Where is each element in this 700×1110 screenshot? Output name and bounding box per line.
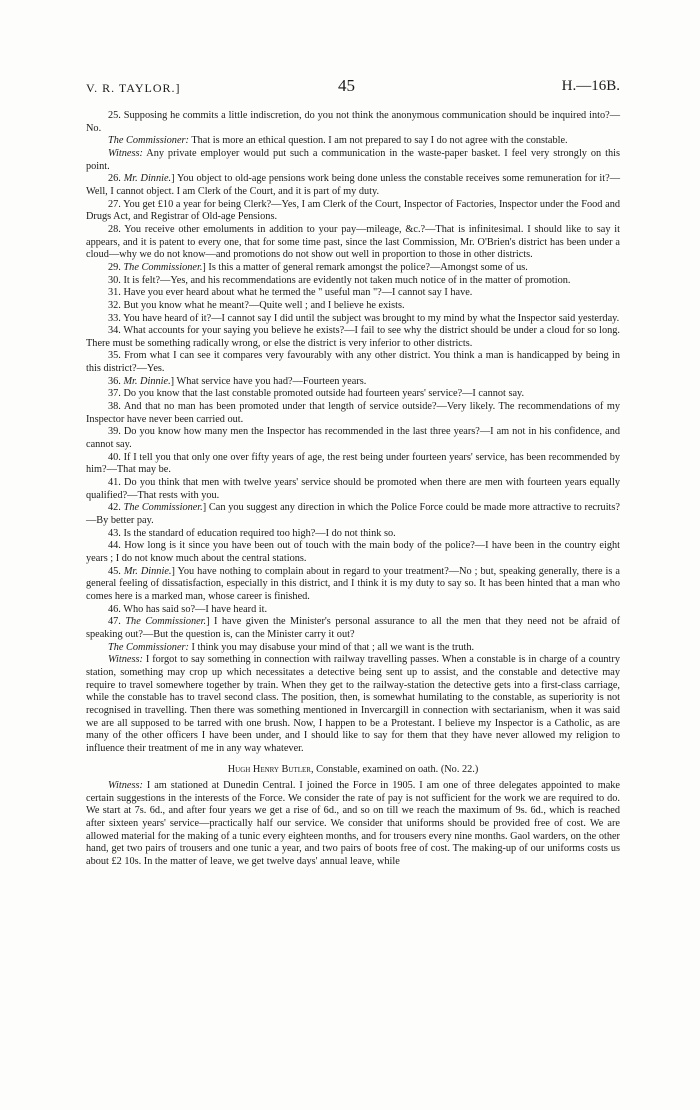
paragraph-speaker: Mr. Dinnie. — [123, 565, 172, 577]
testimony-paragraph — [86, 388, 620, 401]
paragraph-speaker: Witness: — [108, 780, 143, 792]
paragraph-text: I am stationed at Dunedin Central. I joined the Force in 1905. I am one of three delegates appointed to make certain suggestions in the interests of the Force. We consider the rate of pay is not sufficient for the work we are required to do. We start at 7s. 6d., and after four years we get a rise of 6d., and so on till we reach the maximum of 9s. 6d., which is reached after sixteen years' service—practically half our service. We consider that uniforms should be provided free of cost. We are allowed material for the making of a tunic every eighteen months, and for trousers every nine months. Gaol warders, on the other hand, get two pairs of trousers and one tunic a year, and two pairs of boots free of cost. The making-up of our uniforms costs us about £2 10s. In the matter of leave, we get twelve days' annual leave, while — [86, 780, 620, 868]
paragraph-text: 37. Do you know that the last constable promoted outside had fourteen years' service?—I cannot say. — [108, 388, 525, 400]
paragraph-speaker: Mr. Dinnie. — [123, 173, 172, 185]
testimony-paragraph — [86, 313, 620, 326]
testimony-paragraph — [86, 300, 620, 313]
paragraph-text: 27. You get £10 a year for being Clerk?—Yes, I am Clerk of the Court, Inspector of Factories, Inspector under the Food and Drugs Act, and Registrar of Old-age Pensions. — [86, 198, 620, 223]
question-number: 47. — [108, 616, 126, 628]
paragraph-text: 34. What accounts for your saying you believe he exists?—I fail to see why the district should be under a cloud for so long. There must be something radically wrong, or else the district is very inferior to other districts. — [86, 325, 620, 349]
header-witness-name: V. R. TAYLOR.] — [86, 81, 181, 95]
paragraph-text: 25. Supposing he commits a little indiscretion, do you not think the anonymous communication should be inquired into?—No. — [86, 110, 620, 134]
testimony-paragraph — [86, 452, 620, 477]
paragraph-speaker: The Commissioner: — [108, 135, 189, 147]
question-number: 42. — [108, 502, 124, 514]
question-number: 45. — [108, 565, 124, 577]
testimony-paragraph — [86, 642, 620, 655]
testimony-paragraph — [86, 654, 620, 755]
paragraph-text: 43. Is the standard of education required too high?—I do not think so. — [108, 527, 396, 539]
paragraph-text: 38. And that no man has been promoted under that length of service outside?—Very likely. The recommendations of my Inspector have never been carried out. — [86, 401, 620, 425]
paragraph-speaker: The Commissioner. — [123, 502, 203, 514]
paragraph-speaker: The Commissioner. — [123, 261, 203, 273]
question-number: 26. — [108, 173, 124, 185]
paragraph-text: That is more an ethical question. I am not prepared to say I do not agree with the constable. — [188, 135, 568, 147]
testimony-paragraph — [86, 110, 620, 135]
testimony-paragraph — [86, 199, 620, 224]
testimony-paragraph — [86, 287, 620, 300]
paragraph-text: 33. You have heard of it?—I cannot say I did until the subject was brought to my mind by what the Inspector said yesterday. — [108, 312, 620, 324]
testimony-paragraph — [86, 350, 620, 375]
paragraph-text: ] You object to old-age pensions work being done unless the constable receives some remuneration for it?—Well, I cannot object. I am Clerk of the Court, and it is part of my duty. — [86, 173, 620, 197]
document-body — [86, 110, 620, 869]
question-number: 36. — [108, 375, 124, 387]
testimony-paragraph — [86, 566, 620, 604]
testimony-paragraph — [86, 325, 620, 350]
testimony-paragraph — [86, 540, 620, 565]
paragraph-text: ] I have given the Minister's personal assurance to all the men that they need not be afraid of speaking out?—But the question is, can the Minister carry it out? — [86, 616, 621, 640]
paragraph-speaker: Witness: — [108, 654, 143, 666]
witness-heading — [86, 764, 620, 777]
paragraph-text: 46. Who has said so?—I have heard it. — [108, 603, 268, 615]
paragraph-text: ] What service have you had?—Fourteen years. — [170, 375, 367, 387]
paragraph-text: ] Can you suggest any direction in which the Police Force could be made more attractive to recruits?—By better pay. — [86, 502, 620, 526]
paragraph-text: 39. Do you know how many men the Inspector has recommended in the last three years?—I am not in his confidence, and cannot say. — [86, 426, 620, 451]
testimony-paragraph — [86, 135, 620, 148]
paragraph-speaker: The Commissioner. — [125, 616, 207, 628]
paragraph-text: 41. Do you think that men with twelve years' service should be promoted when there are men with fourteen years equally qualified?—That rests with you. — [86, 477, 620, 501]
paragraph-speaker: The Commissioner: — [108, 641, 189, 653]
testimony-paragraph — [86, 173, 620, 198]
document-reference: H.—16B. — [561, 78, 620, 94]
page-number: 45 — [338, 76, 355, 95]
testimony-paragraph — [86, 148, 620, 173]
witness-name: Hugh Henry Butler, — [227, 764, 314, 776]
paragraph-text: I think you may disabuse your mind of that ; all we want is the truth. — [188, 641, 475, 653]
paragraph-text: ] You have nothing to complain about in regard to your treatment?—No ; but, speaking generally, there is a general feeling of dissatisfaction, especially in this district, and I think it is my duty to say so. It has been hinted that a man who comes here is a marked man, whose career is finished. — [86, 565, 620, 602]
testimony-paragraph — [86, 376, 620, 389]
closing-paragraph — [86, 780, 620, 869]
testimony-paragraph — [86, 528, 620, 541]
paragraph-text: 30. It is felt?—Yes, and his recommendations are evidently not taken much notice of in the matter of promotion. — [108, 274, 571, 286]
testimony-paragraph — [86, 262, 620, 275]
testimony-paragraph — [86, 616, 620, 641]
testimony-paragraph — [86, 502, 620, 527]
witness-description: Constable, examined on oath. (No. 22.) — [313, 764, 479, 776]
paragraph-speaker: Witness: — [108, 147, 143, 159]
paragraph-speaker: Mr. Dinnie. — [123, 375, 171, 387]
testimony-paragraph — [86, 477, 620, 502]
testimony-paragraph — [86, 604, 620, 617]
testimony-paragraph — [86, 426, 620, 451]
testimony-paragraph — [86, 275, 620, 288]
paragraph-text: ] Is this a matter of general remark amongst the police?—Amongst some of us. — [202, 261, 528, 273]
paragraph-text: 40. If I tell you that only one over fifty years of age, the rest being under fourteen years' service, has been recommended by him?—That may be. — [86, 451, 620, 476]
paragraph-text: 28. You receive other emoluments in addition to your pay—mileage, &c.?—That is infinitesimal. I should like to say it appears, and it is patent to every one, that for some time past, since the last Commission, Mr. O'Brien's district has been under a cloud—why we do not know—and promotions do not show out well in proportion to those in other districts. — [86, 223, 620, 261]
paragraph-text: 31. Have you ever heard about what he termed the " useful man "?—I cannot say I have. — [108, 287, 473, 299]
question-number: 29. — [108, 261, 124, 273]
testimony-paragraphs — [86, 110, 620, 755]
paragraph-text: I forgot to say something in connection with railway travelling passes. When a constable is in charge of a country station, something may crop up which necessitates a detective being sent up to assist, and the constable and detective may require to travel somewhere together by train. When they get to the railway-station the detective gets into a first-class carriage, while the constable has to travel second class. The position, then, is somewhat humilating to the constable, as superiority is not recognised in travelling. Then there was something mentioned in Invercargill in connection with sectarianism, when it was said we are all supposed to be tarred with one brush. Now, I happen to be a Protestant. I believe my Inspector is a Catholic, as are many of the other officers I have been under, and I should like to say for them that they have never allowed my religion to influence their treatment of me in any way whatever. — [86, 654, 620, 754]
testimony-paragraph — [86, 401, 620, 426]
paragraph-text: 32. But you know what he meant?—Quite well ; and I believe he exists. — [108, 299, 405, 311]
paragraph-text: 44. How long is it since you have been out of touch with the main body of the police?—I have been in the country eight years ; I do not know much about the central stations. — [86, 540, 620, 564]
paragraph-text: Any private employer would put such a communication in the waste-paper basket. I feel very strongly on this point. — [86, 147, 620, 172]
testimony-paragraph — [86, 224, 620, 262]
paragraph-text: 35. From what I can see it compares very favourably with any other district. You think a man is handicapped by being in this district?—Yes. — [86, 350, 620, 375]
page-header — [86, 78, 620, 100]
